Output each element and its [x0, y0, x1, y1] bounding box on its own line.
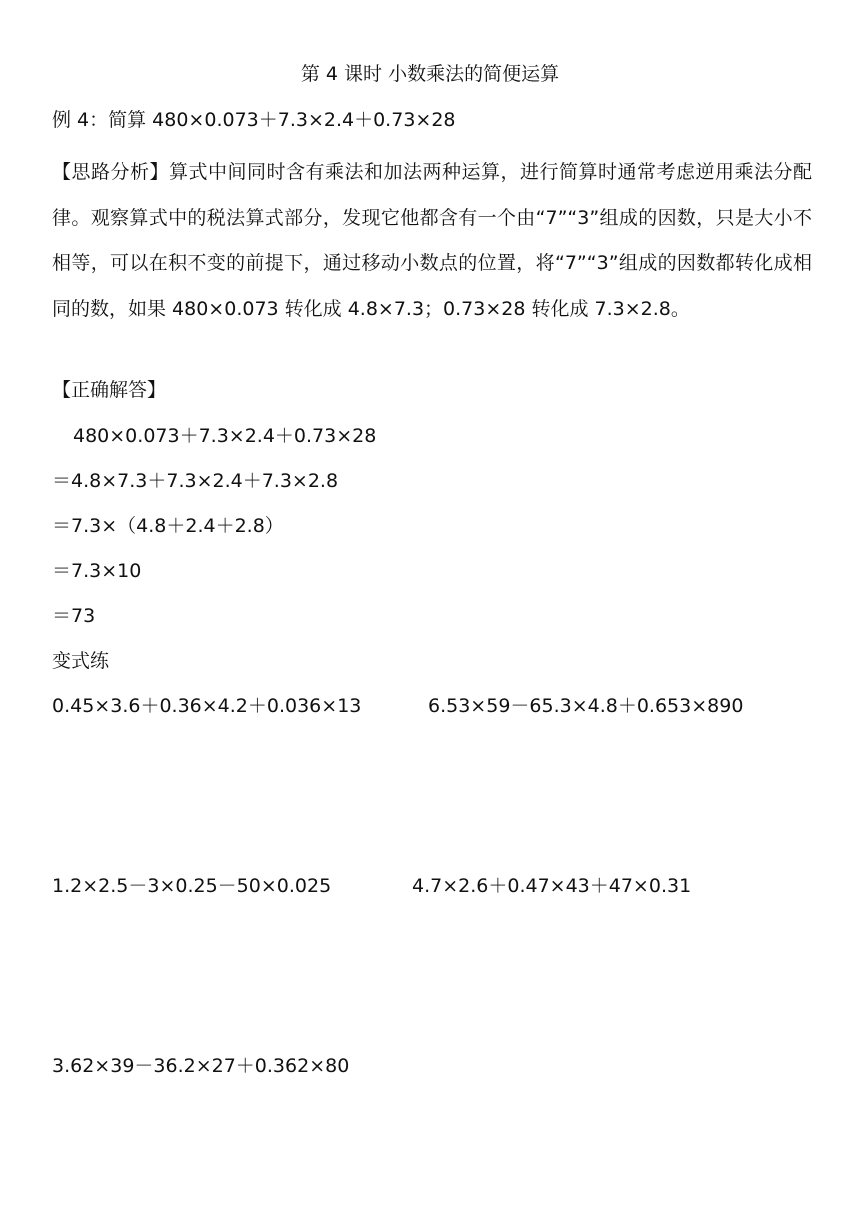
analysis-paragraph: [52, 150, 812, 332]
page-title: 第 4 课时 小数乘法的简便运算: [300, 63, 560, 85]
answer-label: 【正确解答】: [52, 379, 167, 401]
example-problem: 例 4：简算 480×0.073＋7.3×2.4＋0.73×28: [52, 109, 456, 131]
exercise-1: 0.45×3.6＋0.36×4.2＋0.036×13: [52, 695, 362, 717]
solution-step-2: ＝4.8×7.3＋7.3×2.4＋7.3×2.8: [52, 470, 339, 492]
solution-step-5: ＝73: [52, 605, 96, 627]
exercise-3: 1.2×2.5－3×0.25－50×0.025: [52, 875, 332, 897]
solution-step-3: ＝7.3×（4.8＋2.4＋2.8）: [52, 515, 284, 537]
solution-step-4: ＝7.3×10: [52, 560, 142, 582]
analysis-text: 算式中间同时含有乘法和加法两种运算，进行简算时通常考虑逆用乘法分配律。观察算式中的税法算式部分，发现它他都含有一个由“7”“3”组成的因数，只是大小不相等，可以在积不变的前提下，通过移动小数点的位置，将“7”“3”组成的因数都转化成相同的数，如果 480×0.073 转化成 4.8×7.3；0.73×28 转化成 7.3×2.8。: [52, 161, 812, 320]
solution-step-1: 480×0.073＋7.3×2.4＋0.73×28: [73, 425, 377, 447]
analysis-label: 【思路分析】: [52, 161, 169, 183]
exercise-2: 6.53×59－65.3×4.8＋0.653×890: [428, 695, 744, 717]
exercise-4: 4.7×2.6＋0.47×43＋47×0.31: [412, 875, 692, 897]
exercise-5: 3.62×39－36.2×27＋0.362×80: [52, 1055, 350, 1077]
practice-label: 变式练: [52, 650, 110, 672]
